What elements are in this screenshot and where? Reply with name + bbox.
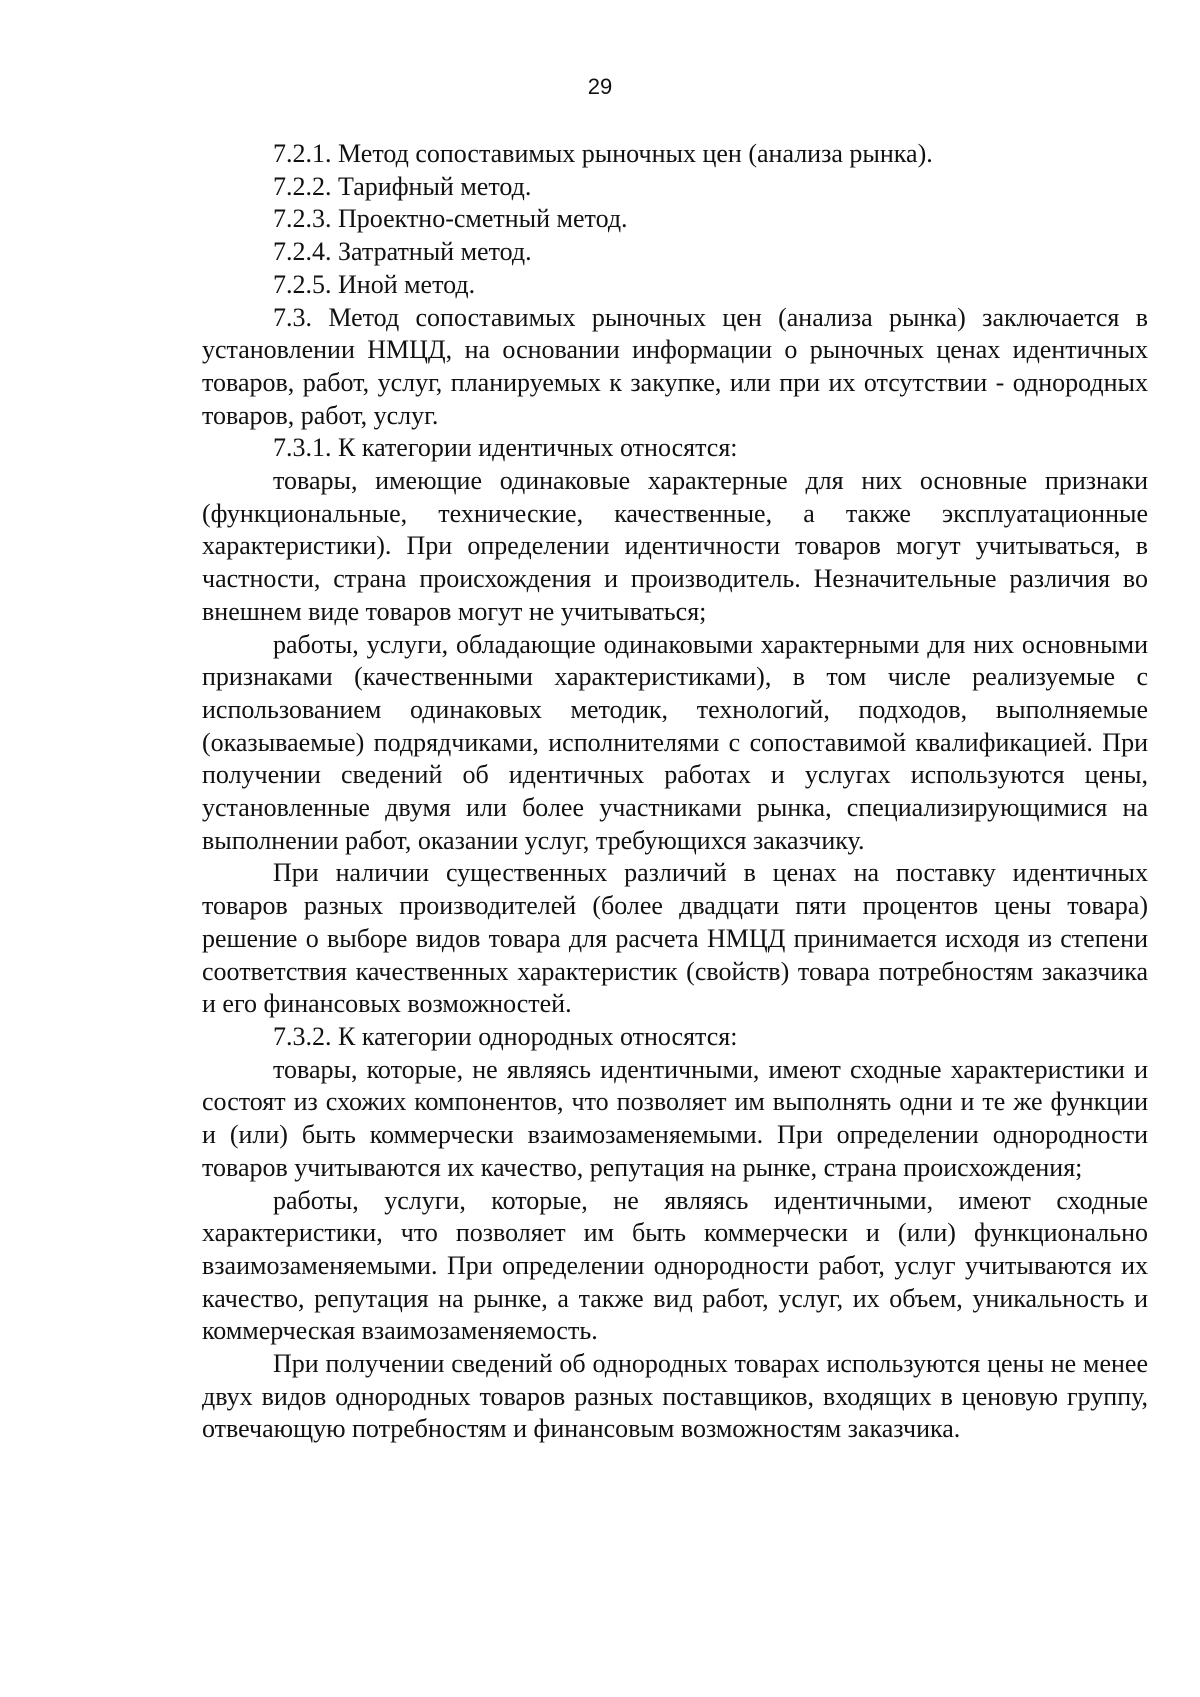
page-number: 29 xyxy=(587,74,613,99)
paragraph-homogeneous-prices: При получении сведений об однородных товарах используются цены не менее двух видов однородных товаров разных поставщиков, входящих в ценовую группу, отвечающую потребностям и финансовым возможностям заказчика. xyxy=(202,1349,1148,1444)
paragraph-7-2-5: 7.2.5. Иной метод. xyxy=(273,269,476,299)
paragraph-7-2-4: 7.2.4. Затратный метод. xyxy=(273,237,532,267)
paragraph-identical-goods: товары, имеющие одинаковые характерные для них основные признаки (функциональные, технические, качественные, а также эксплуатационные характеристики). При определении идентичности товаров могут учитываться, в частности, страна происхождения и производитель. Незначительные различия во внешнем виде товаров могут не учитываться; xyxy=(202,466,1148,626)
paragraph-identical-works: работы, услуги, обладающие одинаковыми характерными для них основными признаками (качественными характеристиками), в том числе реализуемые с использованием одинаковых методик, технологий, подходов, выполняемые (оказываемые) подрядчиками, исполнителями с сопоставимой квалификацией. При получении сведений об идентичных работах и услугах используются цены, установленные двумя или более участниками рынка, специализирующимися на выполнении работ, оказании услуг, требующихся заказчику. xyxy=(202,629,1148,855)
paragraph-7-2-2: 7.2.2. Тарифный метод. xyxy=(273,171,532,201)
paragraph-7-3: 7.3. Метод сопоставимых рыночных цен (анализа рынка) заключается в установлении НМЦД, на основании информации о рыночных ценах идентичных товаров, работ, услуг, планируемых к закупке, или при их отсутствии - однородных товаров, работ, услуг. xyxy=(202,302,1148,430)
paragraph-7-3-1: 7.3.1. К категории идентичных относятся: xyxy=(273,433,738,463)
paragraph-7-2-1: 7.2.1. Метод сопоставимых рыночных цен (анализа рынка). xyxy=(273,139,933,168)
document-body xyxy=(202,138,1148,1446)
paragraph-homogeneous-works: работы, услуги, которые, не являясь идентичными, имеют сходные характеристики, что позволяет им быть коммерчески и (или) функционально взаимозаменяемыми. При определении однородности работ, услуг учитываются их качество, репутация на рынке, а также вид работ, услуг, их объем, уникальность и коммерческая взаимозаменяемость. xyxy=(202,1185,1148,1346)
paragraph-homogeneous-goods: товары, которые, не являясь идентичными, имеют сходные характеристики и состоят из схожих компонентов, что позволяет им выполнять одни и те же функции и (или) быть коммерчески взаимозаменяемыми. При определении однородности товаров учитываются их качество, репутация на рынке, страна происхождения; xyxy=(202,1054,1148,1182)
paragraph-price-differences: При наличии существенных различий в ценах на поставку идентичных товаров разных производителей (более двадцати пяти процентов цены товара) решение о выборе видов товара для расчета НМЦД принимается исходя из степени соответствия качественных характеристик (свойств) товара потребностям заказчика и его финансовых возможностей. xyxy=(202,858,1148,1019)
paragraph-7-3-2: 7.3.2. К категории однородных относятся: xyxy=(273,1021,738,1051)
paragraph-7-2-3: 7.2.3. Проектно-сметный метод. xyxy=(273,204,628,234)
